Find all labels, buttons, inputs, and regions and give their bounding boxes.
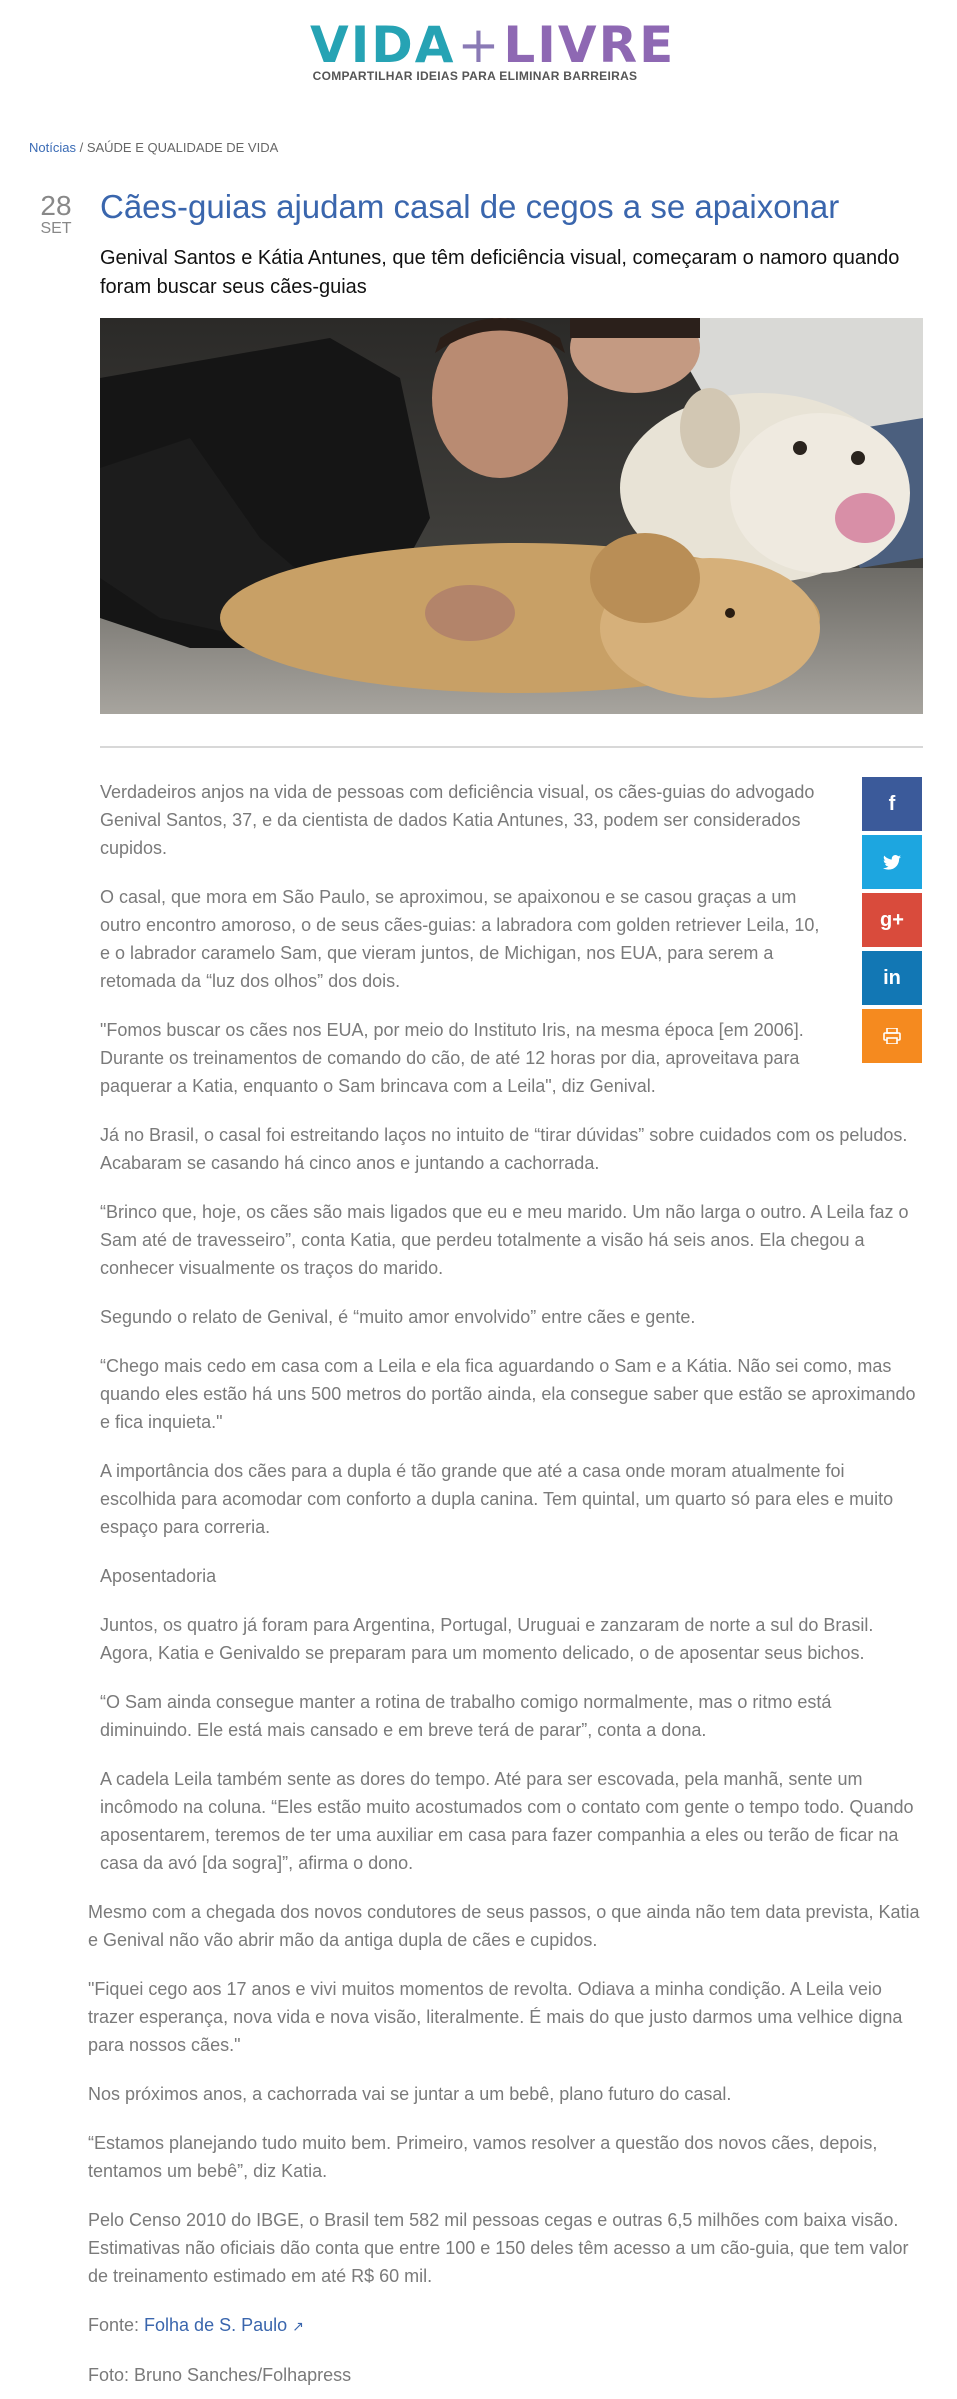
article-paragraph: “Chego mais cedo em casa com a Leila e ela fica aguardando o Sam e a Kátia. Não sei como, mas quando eles estão há uns 500 metros do portão ainda, ela consegue saber que estão se aproximando e fica inquieta." (100, 1356, 916, 1432)
source-link[interactable]: Folha de S. Paulo (144, 2315, 288, 2335)
article-paragraph: Mesmo com a chegada dos novos condutores de seus passos, o que ainda não tem data prevista, Katia e Genival não vão abrir mão da antiga dupla de cães e cupidos. (88, 1902, 920, 1950)
article-paragraph: Já no Brasil, o casal foi estreitando laços no intuito de “tirar dúvidas” sobre cuidados com os peludos. Acabaram se casando há cinco anos e juntando a cachorrada. (100, 1125, 908, 1173)
breadcrumb-link-noticias[interactable]: Notícias (29, 140, 76, 155)
logo-word-vida: VIDA (310, 16, 456, 74)
post-date-day: 28 (40, 190, 72, 221)
article-paragraph: Segundo o relato de Genival, é “muito amor envolvido” entre cães e gente. (100, 1307, 696, 1327)
source-label: Fonte: (88, 2315, 145, 2335)
photo-credit: Foto: Bruno Sanches/Folhapress (88, 2365, 352, 2385)
article-paragraph: A cadela Leila também sente as dores do tempo. Até para ser escovada, pela manhã, sente um incômodo na coluna. “Eles estão muito acostumados com o contato com gente o tempo todo. Quando aposentarem, teremos de ter uma auxiliar em casa para fazer companhia a eles ou terão de ficar na casa da avó [da sogra]”, afirma o dono. (100, 1769, 914, 1873)
article-subtitle: Genival Santos e Kátia Antunes, que têm deficiência visual, começaram o namoro quando foram buscar seus cães-guias (100, 247, 900, 298)
article-body (88, 778, 922, 2399)
post-date (36, 192, 76, 237)
article-photo (100, 318, 923, 714)
article-paragraph: "Fiquei cego aos 17 anos e vivi muitos momentos de revolta. Odiava a minha condição. A Leila veio trazer esperança, nova vida e nova visão, literalmente. É mais do que justo darmos uma velhice digna para nossos cães." (88, 1979, 903, 2055)
article-paragraph: Juntos, os quatro já foram para Argentina, Portugal, Uruguai e zanzaram de norte a sul do Brasil. Agora, Katia e Genivaldo se preparam para um momento delicado, o de aposentar seus bichos. (100, 1615, 874, 1663)
article-source (88, 2311, 922, 2340)
article-paragraph: “Estamos planejando tudo muito bem. Primeiro, vamos resolver a questão dos novos cães, depois, tentamos um bebê”, diz Katia. (88, 2133, 878, 2181)
article-paragraph: Nos próximos anos, a cachorrada vai se juntar a um bebê, plano futuro do casal. (88, 2084, 732, 2104)
linkedin-icon: in (883, 966, 901, 989)
article-paragraph: “O Sam ainda consegue manter a rotina de trabalho comigo normalmente, mas o ritmo está diminuindo. Ele está mais cansado e em breve terá de parar”, conta a dona. (100, 1692, 832, 1740)
article-paragraph: O casal, que mora em São Paulo, se aproximou, se apaixonou e se casou graças a um outro encontro amoroso, o de seus cães-guias: a labradora com golden retriever Leila, 10, e o labrador caramelo Sam, que vieram juntos, de Michigan, nos EUA, para serem a retomada da “luz dos olhos” dos dois. (100, 887, 820, 991)
breadcrumb-separator: / (75, 140, 87, 155)
logo-word-livre: LIVRE (503, 16, 676, 74)
site-header (0, 0, 957, 110)
photo-couple-with-dogs (100, 318, 923, 714)
post-date-month: SET (40, 220, 72, 237)
logo-wordmark (310, 16, 676, 74)
article-title: Cães-guias ajudam casal de cegos a se apaixonar (100, 188, 840, 225)
logo-plus: + (457, 16, 502, 74)
article-paragraph: Verdadeiros anjos na vida de pessoas com deficiência visual, os cães-guias do advogado Genival Santos, 37, e da cientista de dados Katia Antunes, 33, podem ser considerados cupidos. (100, 782, 815, 858)
external-link-icon: ↗ (292, 2318, 304, 2334)
breadcrumb-current: SAÚDE E QUALIDADE DE VIDA (86, 140, 279, 155)
breadcrumb (29, 140, 278, 155)
google-plus-icon: g+ (880, 908, 904, 931)
facebook-icon: f (888, 792, 896, 815)
article-paragraph: “Brinco que, hoje, os cães são mais ligados que eu e meu marido. Um não larga o outro. A Leila faz o Sam até de travesseiro”, conta Katia, que perdeu totalmente a visão há seis anos. Ela chegou a conhecer visualmente os traços do marido. (100, 1202, 909, 1278)
article-paragraph: A importância dos cães para a dupla é tão grande que até a casa onde moram atualmente foi escolhida para acomodar com conforto a dupla canina. Tem quintal, um quarto só para eles e muito espaço para correria. (100, 1461, 894, 1537)
logo-tagline: COMPARTILHAR IDEIAS PARA ELIMINAR BARREIRAS (312, 69, 638, 83)
content-divider (100, 746, 923, 748)
article-section-heading: Aposentadoria (100, 1566, 217, 1586)
site-logo[interactable] (310, 16, 676, 83)
article-paragraph: Pelo Censo 2010 do IBGE, o Brasil tem 582 mil pessoas cegas e outras 6,5 milhões com baixa visão. Estimativas não oficiais dão conta que entre 100 e 150 deles têm acesso a um cão-guia, que tem valor de treinamento estimado em até R$ 60 mil. (88, 2210, 909, 2286)
article-paragraph: "Fomos buscar os cães nos EUA, por meio do Instituto Iris, na mesma época [em 2006]. Durante os treinamentos de comando do cão, de até 12 horas por dia, aproveitava para paquerar a Katia, enquanto o Sam brincava com a Leila", diz Genival. (100, 1020, 804, 1096)
